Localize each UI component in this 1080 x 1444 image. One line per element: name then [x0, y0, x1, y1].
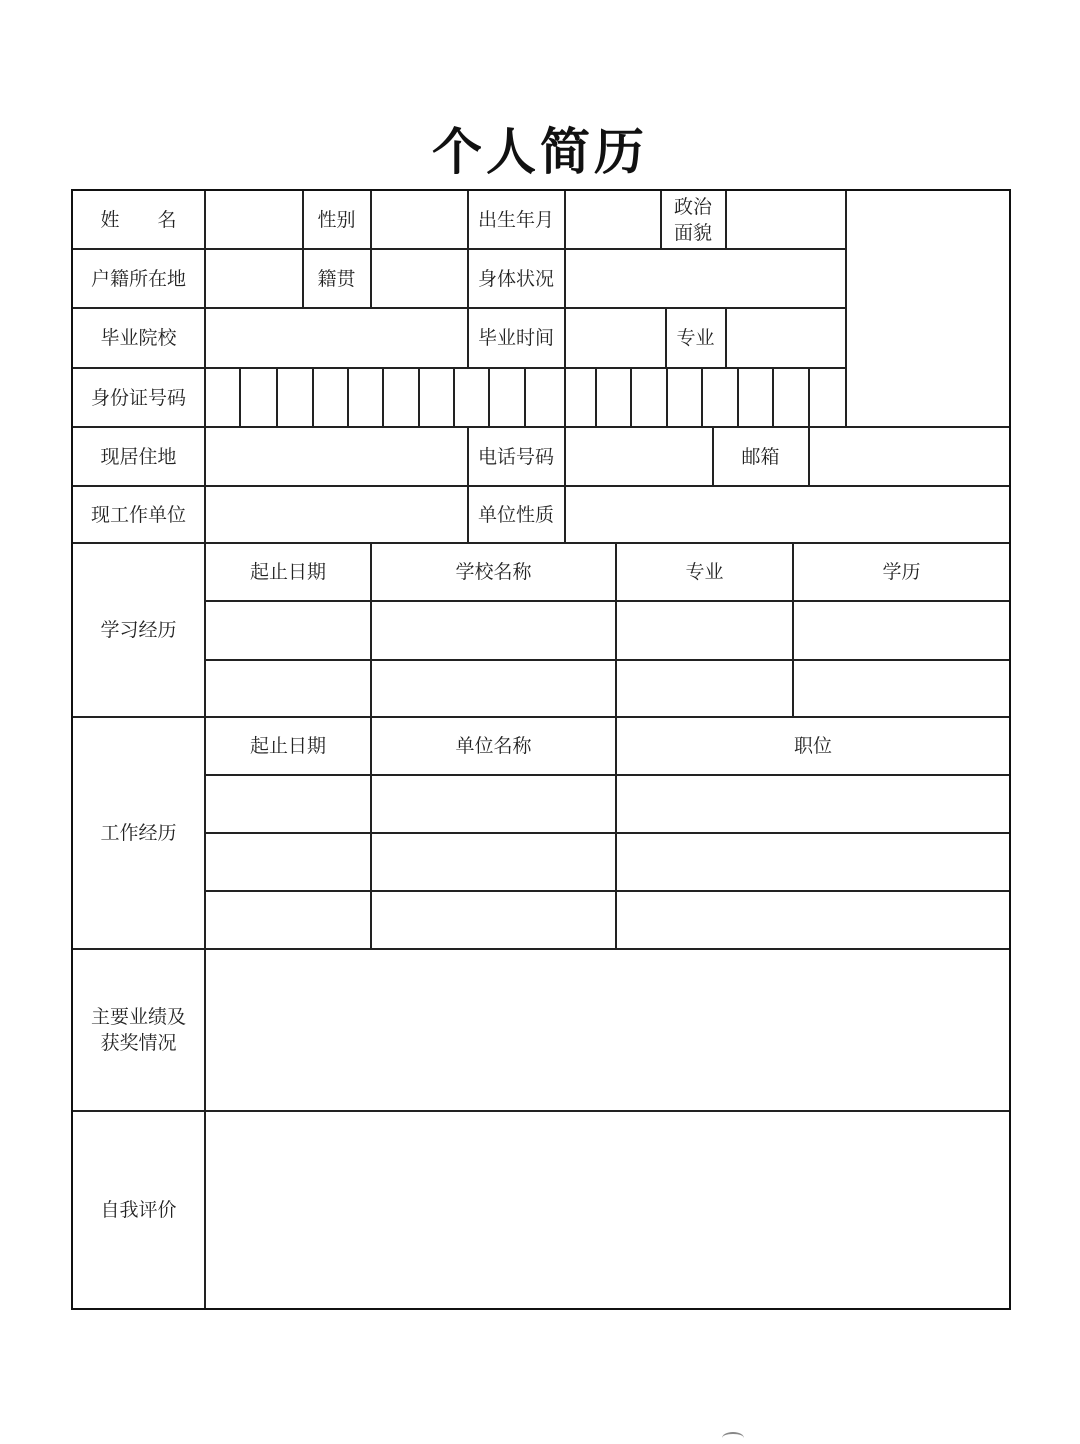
- phone-field[interactable]: [566, 428, 712, 485]
- self-eval-field[interactable]: [206, 1112, 1009, 1308]
- id-digit-line: [312, 367, 314, 427]
- id-digit-line: [418, 367, 420, 427]
- work-header-position: 职位: [793, 735, 832, 757]
- page-title: 个人简历: [432, 122, 648, 181]
- id-digit-line: [701, 367, 703, 427]
- id-digit-line: [239, 367, 241, 427]
- email-field[interactable]: [810, 428, 1009, 485]
- id-digit-line: [488, 367, 490, 427]
- label-birth: 出生年月: [477, 208, 554, 231]
- watermark-fragment: [722, 1432, 744, 1444]
- row-line: [205, 890, 1009, 892]
- id-digit-line: [382, 367, 384, 427]
- id-digit-line: [595, 367, 597, 427]
- edu-header-degree: 学历: [882, 561, 921, 583]
- birth-field[interactable]: [566, 191, 660, 248]
- label-native: 籍贯: [317, 267, 356, 290]
- label-achievements: 主要业绩及 获奖情况: [90, 1006, 186, 1054]
- row-line: [205, 832, 1009, 834]
- label-employer-type: 单位性质: [477, 503, 554, 526]
- photo-area[interactable]: [847, 191, 1009, 426]
- edu-header-major: 专业: [685, 561, 724, 583]
- hukou-field[interactable]: [206, 250, 302, 307]
- id-digit-line: [737, 367, 739, 427]
- label-major: 专业: [676, 327, 715, 349]
- employer-type-field[interactable]: [566, 487, 1009, 542]
- row-line: [205, 774, 1009, 776]
- political-field[interactable]: [727, 191, 845, 248]
- work-header-dates: 起止日期: [249, 735, 326, 757]
- id-digit-line: [630, 367, 632, 427]
- label-name: 姓 名: [100, 208, 177, 231]
- id-digit-line: [808, 367, 810, 427]
- school-field[interactable]: [206, 309, 467, 367]
- id-digit-line: [666, 367, 668, 427]
- row-line: [205, 659, 1009, 661]
- label-email: 邮箱: [741, 445, 780, 468]
- label-id-number: 身份证号码: [90, 386, 186, 409]
- work-header-employer: 单位名称: [455, 735, 532, 757]
- label-hukou: 户籍所在地: [90, 267, 186, 290]
- achievements-field[interactable]: [206, 950, 1009, 1110]
- label-school: 毕业院校: [100, 327, 177, 349]
- label-work: 工作经历: [100, 822, 177, 844]
- gender-field[interactable]: [372, 191, 467, 248]
- name-field[interactable]: [206, 191, 302, 248]
- id-digit-line: [453, 367, 455, 427]
- major-field[interactable]: [727, 309, 845, 367]
- label-education: 学习经历: [100, 619, 177, 641]
- label-gender: 性别: [317, 208, 356, 231]
- label-residence: 现居住地: [100, 445, 177, 468]
- employer-field[interactable]: [206, 487, 467, 542]
- edu-header-dates: 起止日期: [249, 561, 326, 583]
- id-digit-line: [276, 367, 278, 427]
- health-field[interactable]: [566, 250, 845, 307]
- id-digit-line: [524, 367, 526, 427]
- grad-time-field[interactable]: [566, 309, 665, 367]
- label-health: 身体状况: [477, 267, 554, 290]
- residence-field[interactable]: [206, 428, 467, 485]
- label-self-eval: 自我评价: [100, 1199, 177, 1221]
- label-political: 政治 面貌: [673, 195, 712, 244]
- label-employer: 现工作单位: [90, 503, 186, 526]
- id-digit-line: [564, 367, 566, 427]
- id-digit-line: [772, 367, 774, 427]
- label-grad-time: 毕业时间: [477, 327, 554, 349]
- id-digit-line: [347, 367, 349, 427]
- edu-header-school: 学校名称: [455, 561, 532, 583]
- native-field[interactable]: [372, 250, 467, 307]
- row-line: [205, 600, 1009, 602]
- label-phone: 电话号码: [477, 445, 554, 468]
